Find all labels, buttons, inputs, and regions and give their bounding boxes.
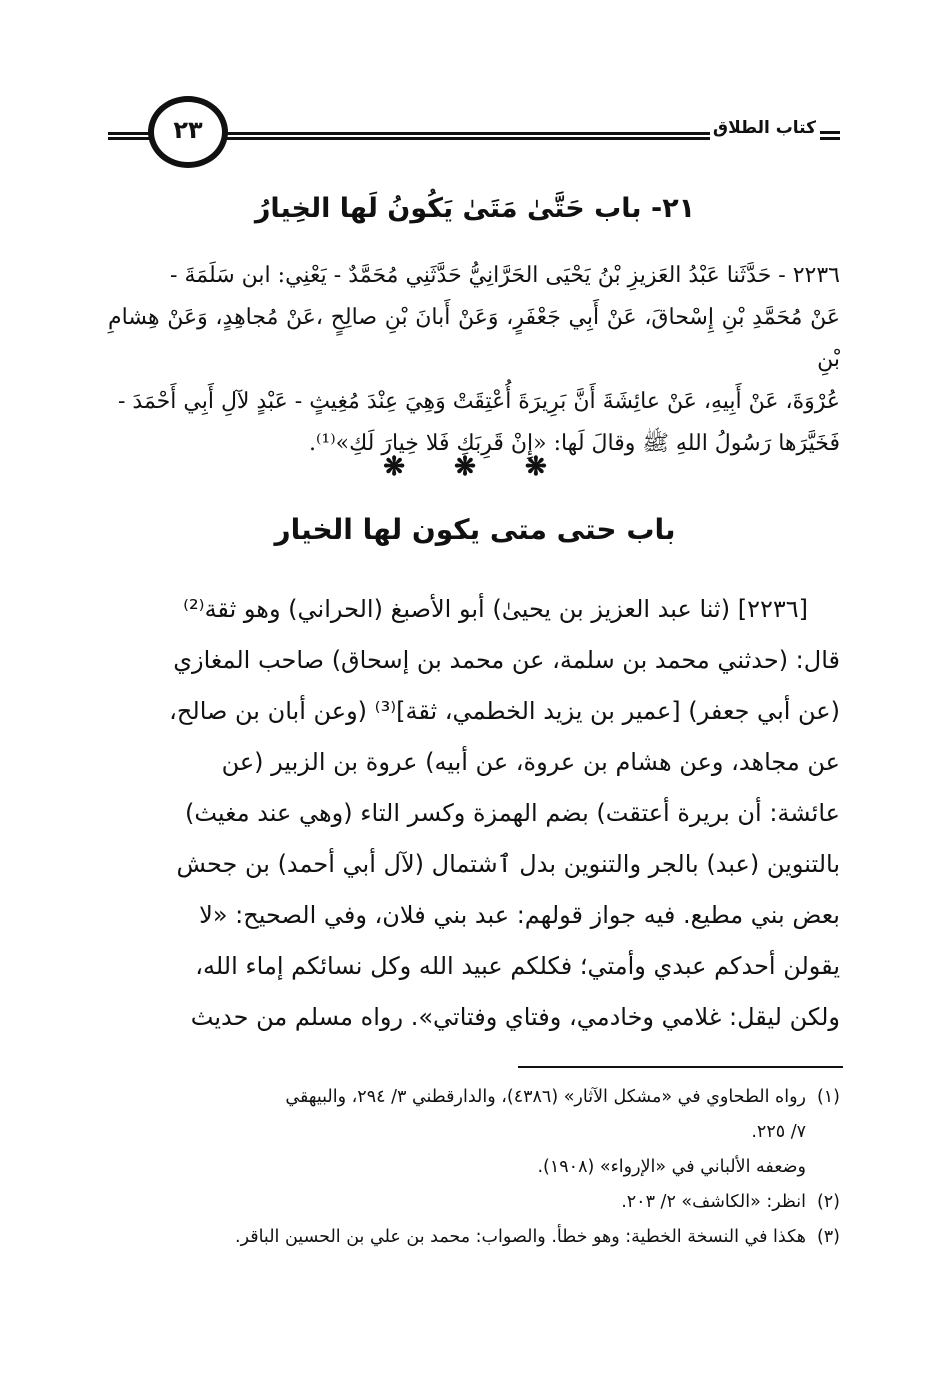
commentary-line: قال: (حدثني محمد بن سلمة، عن محمد بن إسحاق) صاحب المغازي (173, 646, 840, 674)
book-title: كتاب الطلاق (712, 118, 816, 138)
footnote-text: ٧/ ٢٢٥. (751, 1122, 806, 1142)
header-rule-middle (226, 132, 710, 140)
commentary-line: بعض بني مطيع. فيه جواز قولهم: عبد بني فلان، وفي الصحيح: «لا (199, 901, 840, 929)
page-number: ٢٣ (173, 116, 203, 144)
footnote-marker: (٣) (816, 1227, 840, 1247)
footnote-1-note (104, 1150, 840, 1185)
footnote-1 (104, 1080, 840, 1115)
commentary-line: (عن أبي جعفر) [عمير بن يزيد الخطمي، ثقة]⁽³⁾ (وعن أبان بن صالح، (169, 697, 840, 725)
commentary-line: عائشة: أن بريرة أعتقت) بضم الهمزة وكسر التاء (وهي عند مغيث) (184, 799, 840, 827)
hadith-text (108, 255, 840, 465)
hadith-line: عُرْوَةَ، عَنْ أَبِيهِ، عَنْ عائِشَةَ أَنَّ بَرِيرَةَ أُعْتِقَتْ وَهِيَ عِنْدَ مُغِيثٍ - عَبْدٍ لآلِ أَبِي أَحْمَدَ - (117, 389, 840, 414)
commentary-line: يقولن أحدكم عبدي وأمتي؛ فكلكم عبيد الله وكل نسائكم إماء الله، (195, 952, 840, 980)
hadith-line: عَنْ مُحَمَّدِ بْنِ إِسْحاقَ، عَنْ أَبِي جَعْفَرٍ، وَعَنْ أَبانَ بْنِ صالِحٍ ،عَنْ مُجاهِدٍ، وَعَنْ هِشامِ بْنِ (108, 305, 840, 372)
footnote-marker: (١) (816, 1087, 840, 1107)
chapter-title: ٢١- باب حَتَّىٰ مَتَىٰ يَكُونُ لَها الخِيارُ (254, 193, 696, 224)
footnote-2 (104, 1185, 840, 1220)
running-header (108, 96, 840, 176)
footnote-divider (518, 1066, 843, 1068)
commentary-line: ولكن ليقل: غلامي وخادمي، وفتاي وفتاتي». رواه مسلم من حديث (190, 1003, 840, 1031)
header-rule-left (108, 132, 150, 140)
footnote-text: انظر: «الكاشف» ٢/ ٢٠٣. (621, 1192, 806, 1212)
footnotes (104, 1080, 840, 1255)
page-number-oval (148, 96, 228, 168)
footnote-1-continued (104, 1115, 840, 1150)
hadith-line: ٢٢٣٦ - حَدَّثَنا عَبْدُ العَزيزِ بْنُ يَحْيَى الحَرَّانِيُّ حَدَّثَنِي مُحَمَّدٌ - يَعْنِي: ابن سَلَمَةَ - (170, 263, 840, 288)
footnote-text: هكذا في النسخة الخطية: وهو خطأ. والصواب: محمد بن علي بن الحسين الباقر. (235, 1227, 806, 1247)
hadith-line: فَخَيَّرَها رَسُولُ اللهِ ﷺ وقالَ لَها: «إِنْ قَرِبَكِ فَلا خِيارَ لَكِ»⁽¹⁾. (309, 431, 840, 456)
commentary-line: بالتنوين (عبد) بالجر والتنوين بدل ٱشتمال (لآل أبي أحمد) بن جحش (176, 850, 840, 878)
footnote-marker: (٢) (816, 1192, 840, 1212)
commentary-text (108, 584, 840, 1043)
commentary-line: [٢٢٣٦] (ثنا عبد العزيز بن يحيىٰ) أبو الأصبغ (الحراني) وهو ثقة⁽²⁾ (183, 595, 808, 623)
section-separator: ❋ ❋ ❋ (383, 452, 567, 482)
header-rule-right (820, 131, 840, 140)
footnote-text: رواه الطحاوي في «مشكل الآثار» (٤٣٨٦)، والدارقطني ٣/ ٢٩٤، والبيهقي (285, 1087, 806, 1107)
commentary-title: باب حتى متى يكون لها الخيار (274, 513, 676, 546)
footnote-3 (104, 1220, 840, 1255)
footnote-text: وضعفه الألباني في «الإرواء» (١٩٠٨). (537, 1157, 806, 1177)
commentary-line: عن مجاهد، وعن هشام بن عروة، عن أبيه) عروة بن الزبير (عن (221, 748, 840, 776)
